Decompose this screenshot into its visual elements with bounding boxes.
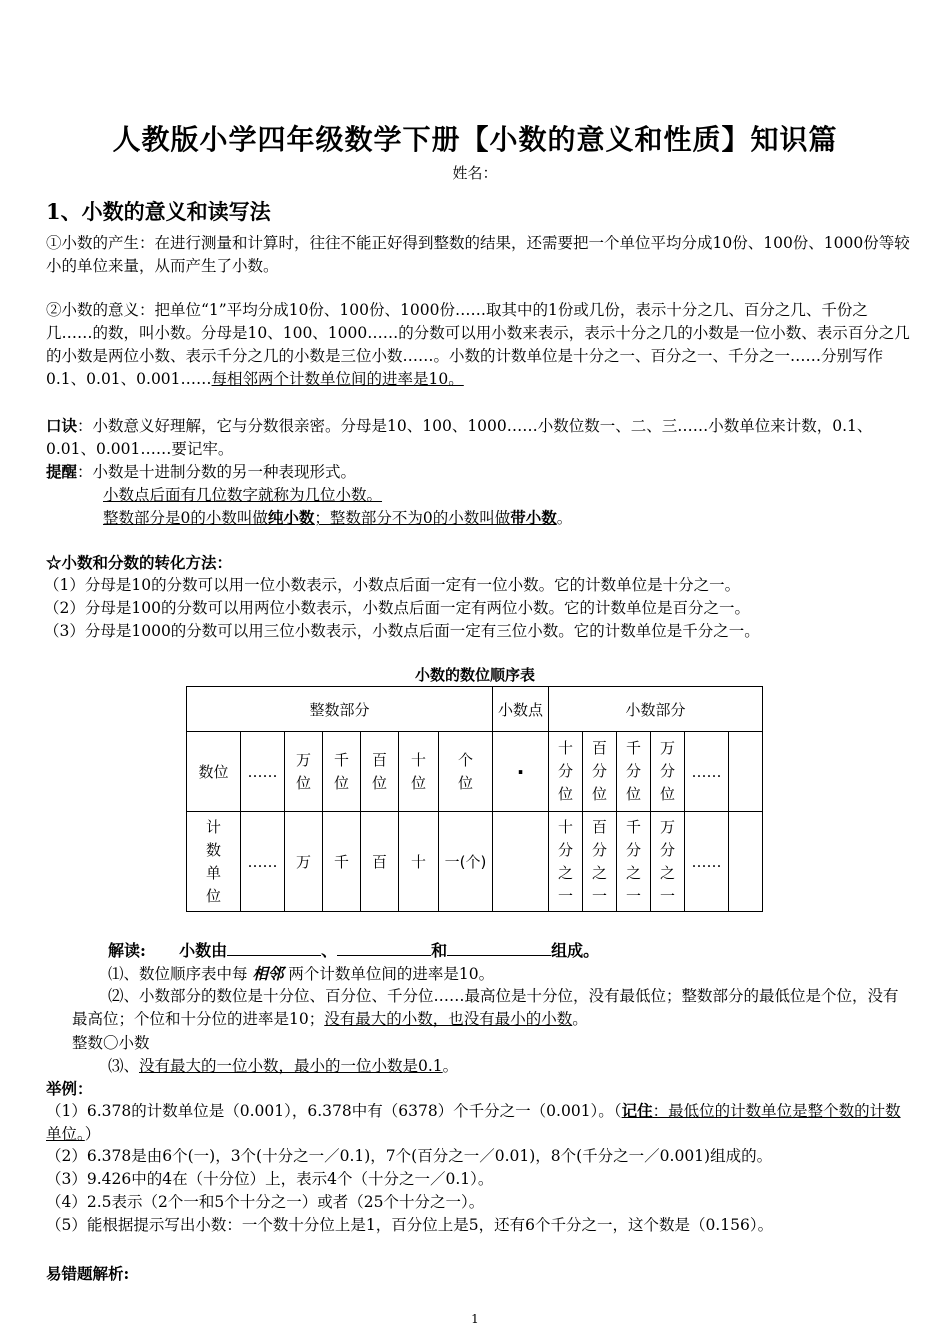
name-label: 姓名：	[452, 164, 498, 182]
example-text: ）	[84, 1125, 101, 1143]
place-cell: 万 位	[285, 732, 323, 812]
unit-cell: 十 分 之 一	[549, 812, 583, 912]
examples-heading: 举例：	[46, 1079, 93, 1098]
example-5: （5）能根据提示写出小数：一个数十分位上是1，百分位上是5，还有6个千分之一，这个数是（0.156）。	[46, 1216, 774, 1234]
errors-heading: 易错题解析:	[46, 1264, 130, 1283]
page-title: 人教版小学四年级数学下册【小数的意义和性质】知识篇	[112, 123, 838, 156]
empty-cell	[729, 732, 763, 812]
decimal-point-header: 小数点	[493, 687, 549, 732]
place-cell: 千 分 位	[617, 732, 651, 812]
interp-text: 组成。	[551, 941, 600, 960]
note-2	[72, 985, 912, 1031]
place-cell: 百 位	[361, 732, 399, 812]
example-text: （1）6.378的计数单位是（0.001），6.378中有（6378）个千分之一（0.001）。（	[46, 1102, 622, 1120]
rhyme-text: ：小数意义好理解，它与分数很亲密。分母是10、100、1000……小数位数一、二、三……小数单位来计数，0.1、0.01、0.001……要记牢。	[46, 417, 873, 458]
note-text: ⑵、小数部分的数位是十分位、百分位、千分位……最高位是十分位，没有最低位；整数部分的最低位是个位，没有最高位；个位和十分位的进率是10；	[72, 987, 899, 1028]
meaning-text: ②小数的意义：把单位“1”平均分成10份、100份、1000份……取其中的1份或几份，表示十分之几、百分之几、千份之几……的数，叫小数。分母是10、100、1000……的分数可以用小数来表示，表示十分之几的小数是一位小数、表示百分之几的小数是两位小数、表示千分之几的小数是三位小数……。小数的计数单位是十分之一、百分之一、千分之一……分别写作0.1、0.01、0.001……	[46, 301, 910, 388]
place-cell: 万 分 位	[651, 732, 685, 812]
table-caption: 小数的数位顺序表	[414, 666, 535, 684]
conversion-item: （3）分母是1000的分数可以用三位小数表示，小数点后面一定有三位小数。它的计数单位是千分之一。	[44, 622, 760, 640]
rhyme-paragraph	[46, 414, 914, 461]
blank-line	[337, 939, 431, 956]
example-4: （4）2.5表示（2个一和5个十分之一）或者（25个十分之一）。	[46, 1193, 485, 1211]
reminder-3c: ；整数部分不为0的小数叫做	[314, 509, 511, 527]
place-value-table	[186, 686, 763, 912]
note-text: 两个计数单位间的进率是10。	[288, 965, 495, 983]
example-2: （2）6.378是由6个(一)，3个(十分之一／0.1)，7个(百分之一／0.01)，8个(千分之一／0.001)组成的。	[46, 1147, 773, 1165]
section-heading: 1、小数的意义和读写法	[46, 199, 271, 224]
reminder-label: 提醒	[46, 462, 78, 481]
interpretation-label: 解读:	[108, 941, 146, 960]
unit-cell: 一(个)	[439, 812, 493, 912]
note-text: ⑶、	[108, 1057, 140, 1075]
compare-line: 整数〇小数	[72, 1034, 150, 1052]
unit-cell: ……	[685, 812, 729, 912]
conversion-heading: ☆小数和分数的转化方法：	[46, 553, 233, 572]
reminder-3d: 带小数	[510, 508, 557, 527]
unit-cell: ……	[241, 812, 285, 912]
reminder-3a: 整数部分是0的小数叫做	[103, 509, 268, 527]
place-cell: 十 位	[399, 732, 439, 812]
place-cell: 千 位	[323, 732, 361, 812]
example-underlined: ：最低位的计数单位是整个数的计数单位。	[46, 1102, 901, 1143]
note-text: ⑴、数位顺序表中每	[108, 965, 248, 983]
example-3: （3）9.426中的4在（十分位）上，表示4个（十分之一／0.1）。	[46, 1170, 494, 1188]
place-cell: 百 分 位	[583, 732, 617, 812]
unit-cell: 千 分 之 一	[617, 812, 651, 912]
interp-text: 和	[431, 941, 448, 960]
decimal-part-header: 小数部分	[549, 687, 763, 732]
unit-cell: 万	[285, 812, 323, 912]
place-cell: ……	[241, 732, 285, 812]
blank-line	[447, 939, 551, 956]
note-emphasis: 相邻	[252, 964, 284, 983]
page-number: 1	[471, 1312, 479, 1326]
note-underlined: 没有最大的一位小数，最小的一位小数是0.1	[139, 1057, 443, 1075]
unit-cell: 百 分 之 一	[583, 812, 617, 912]
paragraph-origin: ①小数的产生：在进行测量和计算时，往往不能正好得到整数的结果，还需要把一个单位平均分成10份、100份、1000份等较小的单位来量，从而产生了小数。	[46, 234, 910, 275]
blank-line	[227, 939, 321, 956]
conversion-item: （1）分母是10的分数可以用一位小数表示，小数点后面一定有一位小数。它的计数单位是十分之一。	[44, 576, 741, 594]
interpretation-line	[108, 938, 599, 961]
example-emphasis: 记住	[621, 1101, 653, 1120]
reminder-line-1	[46, 460, 914, 484]
unit-cell: 万 分 之 一	[651, 812, 685, 912]
reminder-3b: 纯小数	[267, 508, 315, 527]
reminder-line-2: 小数点后面有几位数字就称为几位小数。	[103, 486, 383, 504]
note-1	[108, 962, 494, 984]
interp-text: 、	[321, 941, 338, 960]
decimal-dot: ·	[493, 732, 549, 812]
meaning-underlined: 每相邻两个计数单位间的进率是10。	[211, 370, 464, 388]
interp-text: 小数由	[179, 941, 228, 960]
empty-cell	[729, 812, 763, 912]
unit-cell: 百	[361, 812, 399, 912]
reminder-text-1: ：小数是十进制分数的另一种表现形式。	[77, 463, 357, 481]
place-cell: 个 位	[439, 732, 493, 812]
unit-cell: 十	[399, 812, 439, 912]
note-3	[108, 1054, 458, 1076]
reminder-3e: 。	[556, 509, 573, 527]
paragraph-meaning	[46, 299, 914, 391]
conversion-item: （2）分母是100的分数可以用两位小数表示，小数点后面一定有两位小数。它的计数单位是百分之一。	[44, 599, 750, 617]
integer-part-header: 整数部分	[187, 687, 493, 732]
row-label-unit: 计 数 单 位	[187, 812, 241, 912]
note-text: 。	[572, 1010, 588, 1028]
note-text: 。	[442, 1057, 459, 1075]
place-cell: ……	[685, 732, 729, 812]
rhyme-label: 口诀	[46, 416, 78, 435]
place-cell: 十 分 位	[549, 732, 583, 812]
empty-cell	[493, 812, 549, 912]
note-underlined: 没有最大的小数，也没有最小的小数	[324, 1010, 573, 1028]
reminder-line-3	[103, 506, 572, 528]
example-1	[46, 1099, 916, 1146]
unit-cell: 千	[323, 812, 361, 912]
row-label-place: 数位	[187, 732, 241, 812]
